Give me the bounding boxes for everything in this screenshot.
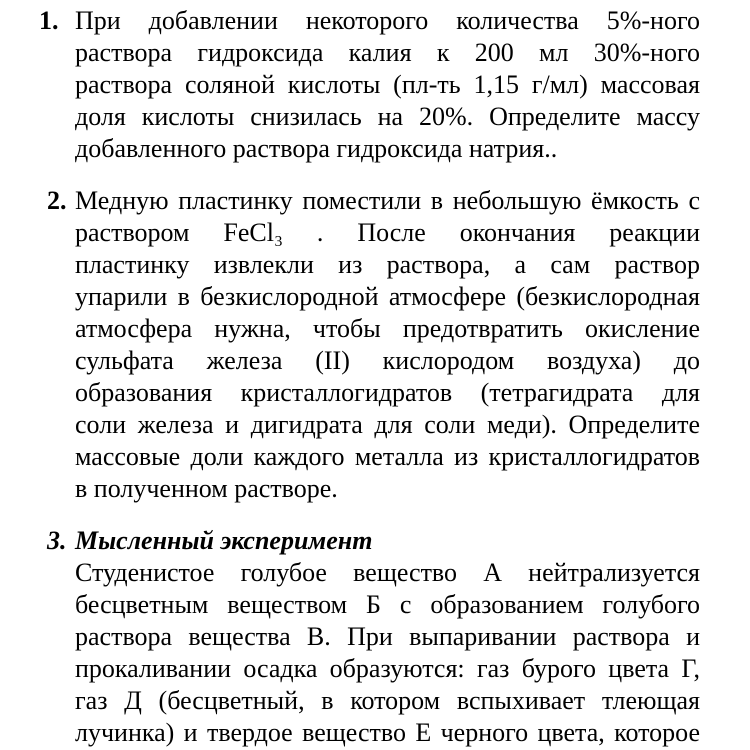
text-line: прокаливании осадка образуются: газ бурого цвета Г, — [75, 654, 700, 683]
text-line: раствора соляной кислоты (пл-ть 1,15 г/мл) массовая — [75, 70, 700, 99]
text-line: массовые доли каждого металла из кристаллогидратов — [75, 442, 700, 471]
text-line: Медную пластинку поместили в небольшую ёмкость с — [75, 186, 700, 215]
text-line: в полученном растворе. — [75, 474, 338, 503]
text-line: образования кристаллогидратов (тетрагидрата для — [75, 378, 700, 407]
text-line: раствора вещества В. При выпаривании раствора и — [75, 622, 700, 651]
problem-2-text — [75, 185, 700, 505]
text-line: атмосфера нужна, чтобы предотвратить окисление — [75, 314, 700, 343]
text-line: газ Д (бесцветный, в котором вспыхивает тлеющая — [75, 686, 700, 715]
text-line: Студенистое голубое вещество А нейтрализуется — [75, 558, 700, 587]
problem-item-3 — [47, 525, 700, 749]
text-line: бесцветным веществом Б с образованием голубого — [75, 590, 700, 619]
text-line: лучинка) и твердое вещество Е черного цвета, которое — [75, 718, 700, 747]
text-line: соли железа и дигидрата для соли меди). Определите — [75, 410, 700, 439]
list-number-3: 3. — [47, 526, 67, 555]
problem-item-2 — [47, 185, 700, 505]
text-line: сульфата железа (II) кислородом воздуха) до — [75, 346, 700, 375]
text-line: пластинку извлекли из раствора, а сам раствор — [75, 250, 700, 279]
text-line: доля кислоты снизилась на 20%. Определите массу — [75, 102, 700, 131]
problem-1-text — [75, 5, 700, 165]
text-column — [39, 5, 700, 749]
text-line: раствором FeCl₃ . После окончания реакции — [75, 218, 700, 247]
problem-item-1 — [39, 5, 700, 165]
list-number-1: 1. — [39, 6, 59, 35]
problem-3-title: Мысленный эксперимент — [75, 526, 373, 555]
text-line: раствора гидроксида калия к 200 мл 30%-ного — [75, 38, 700, 67]
text-line: При добавлении некоторого количества 5%-ного — [75, 6, 700, 35]
problem-3-text — [75, 557, 700, 749]
text-line: добавленного раствора гидроксида натрия.. — [75, 134, 558, 163]
text-line: упарили в безкислородной атмосфере (безкислородная — [75, 282, 700, 311]
list-number-2: 2. — [47, 186, 67, 215]
